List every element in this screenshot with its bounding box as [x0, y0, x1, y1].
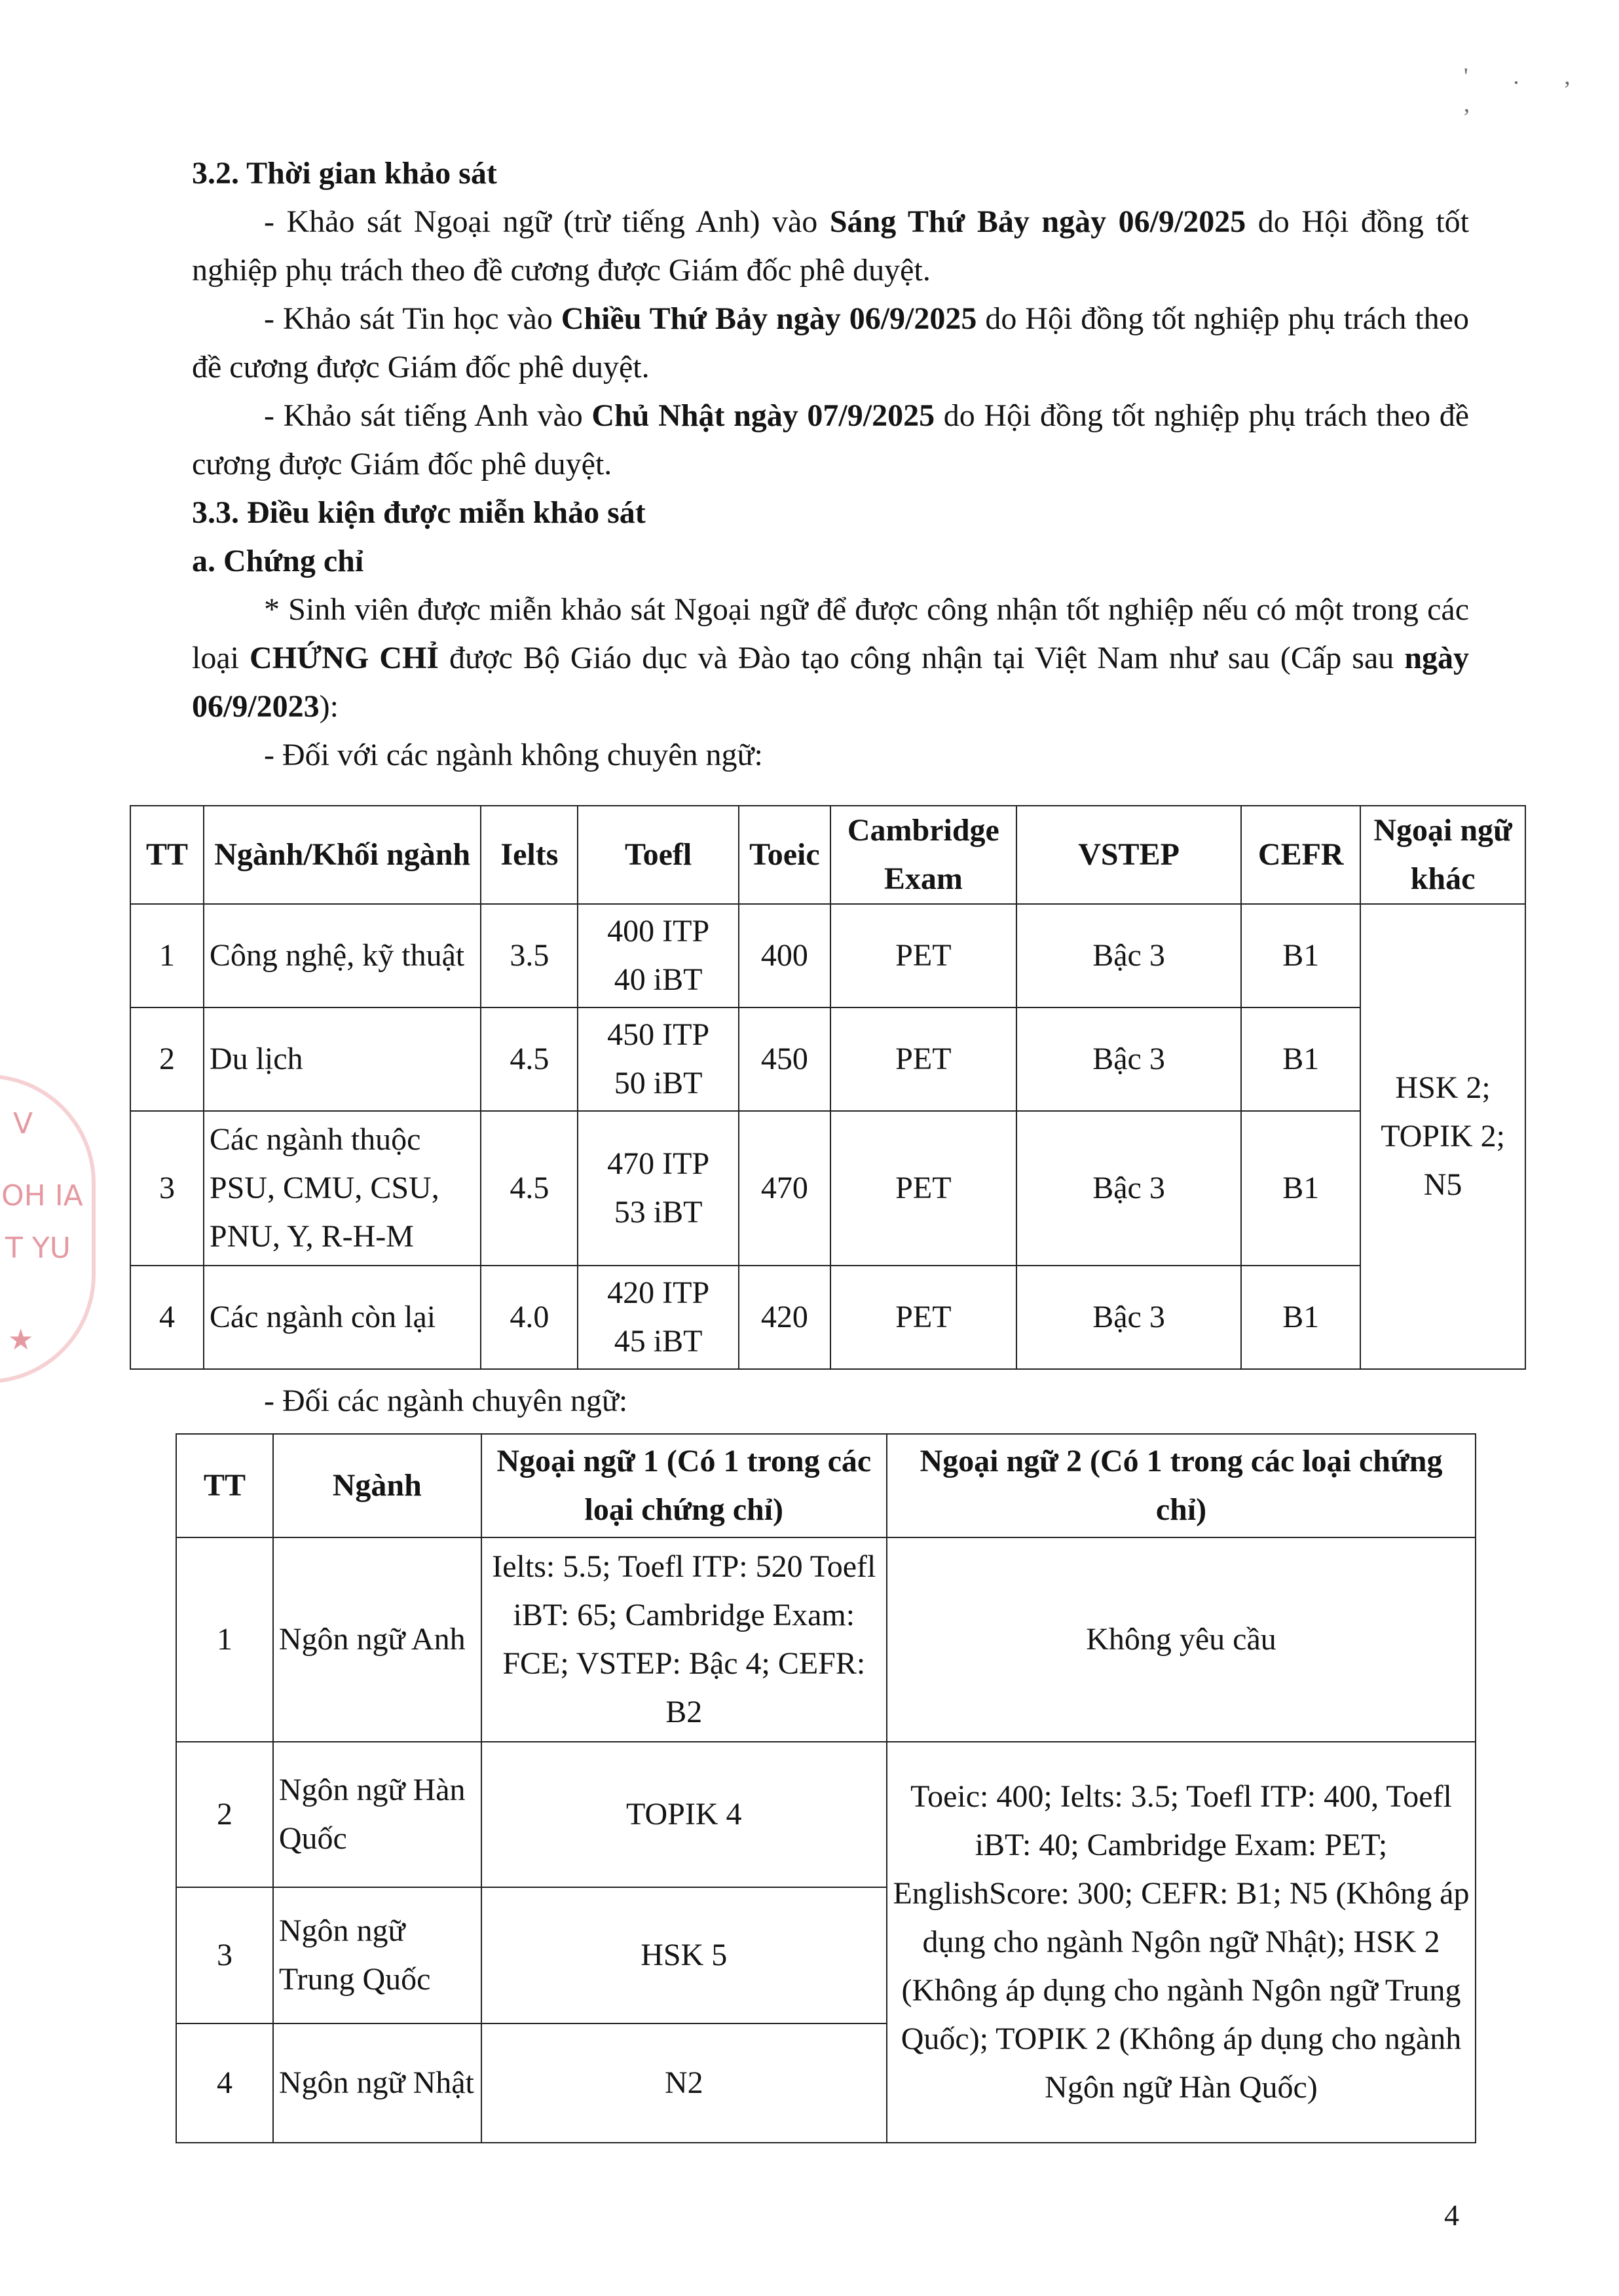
- header-cell: Toeic: [739, 806, 830, 904]
- cefr-cell: B1: [1241, 1007, 1360, 1111]
- toeic-cell: 470: [739, 1111, 830, 1266]
- other-languages-cell: HSK 2; TOPIK 2; N5: [1360, 904, 1525, 1369]
- language1-cell: HSK 5: [481, 1887, 887, 2023]
- language2-cell: Không yêu cầu: [887, 1537, 1476, 1742]
- ielts-cell: 4.0: [481, 1266, 578, 1369]
- language1-cell: Ielts: 5.5; Toefl ITP: 520 Toefl iBT: 65; Cambridge Exam: FCE; VSTEP: Bậc 4; CEFR: B2: [481, 1537, 887, 1742]
- non-major-label: - Đối với các ngành không chuyên ngữ:: [264, 738, 763, 772]
- paragraph-item: - Khảo sát tiếng Anh vào Chủ Nhật ngày 07/9/2025 do Hội đồng tốt nghiệp phụ trách theo đề cương được Giám đốc phê duyệt.: [192, 398, 1470, 481]
- language1-cell: N2: [481, 2023, 887, 2143]
- row-number: 3: [176, 1887, 273, 2023]
- header-cell: TT: [130, 806, 204, 904]
- header-cell: CEFR: [1241, 806, 1360, 904]
- ielts-cell: 4.5: [481, 1111, 578, 1266]
- major-cell: Các ngành thuộc PSU, CMU, CSU, PNU, Y, R-H-M: [204, 1111, 481, 1266]
- header-cell: TT: [176, 1434, 273, 1537]
- vstep-cell: Bậc 3: [1016, 1007, 1242, 1111]
- header-cell: Cambridge Exam: [830, 806, 1016, 904]
- toeic-cell: 420: [739, 1266, 830, 1369]
- table-header-row: [176, 1434, 1476, 1537]
- cambridge-cell: PET: [830, 904, 1016, 1007]
- row-number: 3: [130, 1111, 204, 1266]
- header-cell: Toefl: [578, 806, 739, 904]
- toeic-cell: 450: [739, 1007, 830, 1111]
- major-cell: Ngôn ngữ Anh: [273, 1537, 481, 1742]
- table-row: [176, 1742, 1476, 1887]
- row-number: 4: [130, 1266, 204, 1369]
- major-table: [176, 1433, 1476, 2143]
- major-cell: Du lịch: [204, 1007, 481, 1111]
- vstep-cell: Bậc 3: [1016, 1111, 1242, 1266]
- toeic-cell: 400: [739, 904, 830, 1007]
- header-cell: Ngoại ngữ khác: [1360, 806, 1525, 904]
- major-cell: Các ngành còn lại: [204, 1266, 481, 1369]
- header-cell: Ngoại ngữ 1 (Có 1 trong các loại chứng chỉ): [481, 1434, 887, 1537]
- major-cell: Ngôn ngữ Nhật: [273, 2023, 481, 2143]
- header-cell: Ngoại ngữ 2 (Có 1 trong các loại chứng chỉ): [887, 1434, 1476, 1537]
- major-cell: Công nghệ, kỹ thuật: [204, 904, 481, 1007]
- ielts-cell: 3.5: [481, 904, 578, 1007]
- row-number: 2: [176, 1742, 273, 1887]
- cefr-cell: B1: [1241, 1111, 1360, 1266]
- toefl-cell: 450 ITP 50 iBT: [578, 1007, 739, 1111]
- row-number: 4: [176, 2023, 273, 2143]
- header-cell: Ngành/Khối ngành: [204, 806, 481, 904]
- header-cell: VSTEP: [1016, 806, 1242, 904]
- vstep-cell: Bậc 3: [1016, 1266, 1242, 1369]
- table-row: [130, 1266, 1525, 1369]
- section-3-2: [192, 149, 1469, 780]
- paragraph-item: - Khảo sát Ngoại ngữ (trừ tiếng Anh) vào Sáng Thứ Bảy ngày 06/9/2025 do Hội đồng tốt nghiệp phụ trách theo đề cương được Giám đốc phê duyệt.: [192, 204, 1470, 288]
- header-cell: Ielts: [481, 806, 578, 904]
- section-heading: 3.2. Thời gian khảo sát: [192, 156, 497, 191]
- toefl-cell: 400 ITP 40 iBT: [578, 904, 739, 1007]
- cambridge-cell: PET: [830, 1111, 1016, 1266]
- row-number: 1: [130, 904, 204, 1007]
- sub-heading: a. Chứng chỉ: [192, 544, 364, 578]
- row-number: 1: [176, 1537, 273, 1742]
- page-number: 4: [1444, 2198, 1459, 2232]
- major-cell: Ngôn ngữ Hàn Quốc: [273, 1742, 481, 1887]
- cefr-cell: B1: [1241, 1266, 1360, 1369]
- toefl-cell: 470 ITP 53 iBT: [578, 1111, 739, 1266]
- table-row: [130, 1007, 1525, 1111]
- vstep-cell: Bậc 3: [1016, 904, 1242, 1007]
- major-cell: Ngôn ngữ Trung Quốc: [273, 1887, 481, 2023]
- table-header-row: [130, 806, 1525, 904]
- paragraph-item: - Khảo sát Tin học vào Chiều Thứ Bảy ngày 06/9/2025 do Hội đồng tốt nghiệp phụ trách theo đề cương được Giám đốc phê duyệt.: [192, 301, 1469, 385]
- header-cell: Ngành: [273, 1434, 481, 1537]
- intro-paragraph: * Sinh viên được miễn khảo sát Ngoại ngữ để được công nhận tốt nghiệp nếu có một trong các loại CHỨNG CHỈ được Bộ Giáo dục và Đào tạo công nhận tại Việt Nam như sau (Cấp sau ngày 06/9/2023):: [192, 592, 1470, 724]
- stamp-text: V: [13, 1107, 33, 1140]
- language2-shared-cell: Toeic: 400; Ielts: 3.5; Toefl ITP: 400, Toefl iBT: 40; Cambridge Exam: PET; EnglishScore: 300; CEFR: B1; N5 (Không áp dụng cho ngành Ngôn ngữ Nhật); HSK 2 (Không áp dụng cho ngành Ngôn ngữ Trung Quốc); TOPIK 2 (Không áp dụng cho ngành Ngôn ngữ Hàn Quốc): [887, 1742, 1476, 2143]
- cefr-cell: B1: [1241, 904, 1360, 1007]
- stamp-star-icon: ★: [8, 1323, 34, 1357]
- major-label: - Đối các ngành chuyên ngữ:: [264, 1383, 628, 1418]
- table-row: [130, 904, 1525, 1007]
- row-number: 2: [130, 1007, 204, 1111]
- non-major-table: [130, 805, 1526, 1370]
- ielts-cell: 4.5: [481, 1007, 578, 1111]
- language1-cell: TOPIK 4: [481, 1742, 887, 1887]
- major-label-block: [192, 1377, 1469, 1425]
- stamp-text: OH IA: [1, 1179, 83, 1213]
- scan-marks: ' . , ,: [1464, 63, 1590, 117]
- section-heading: 3.3. Điều kiện được miễn khảo sát: [192, 495, 646, 530]
- table-row: [176, 1537, 1476, 1742]
- toefl-cell: 420 ITP 45 iBT: [578, 1266, 739, 1369]
- cambridge-cell: PET: [830, 1007, 1016, 1111]
- table-row: [130, 1111, 1525, 1266]
- stamp-text: T YU: [5, 1232, 71, 1265]
- cambridge-cell: PET: [830, 1266, 1016, 1369]
